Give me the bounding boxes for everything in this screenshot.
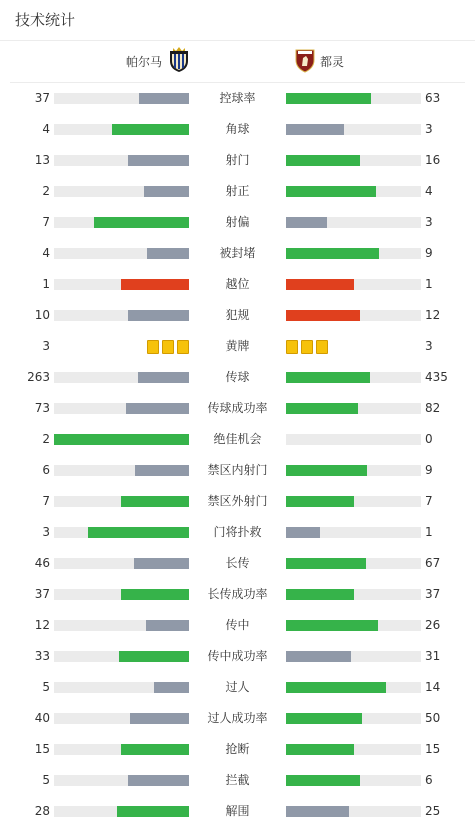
away-stat-bar bbox=[286, 465, 367, 476]
away-stat-track bbox=[286, 434, 421, 445]
parma-crest-icon bbox=[168, 47, 190, 76]
away-stat-bar bbox=[286, 310, 360, 321]
home-stat-value: 10 bbox=[34, 308, 50, 322]
home-stat-track bbox=[54, 310, 189, 321]
home-stat-track bbox=[54, 93, 189, 104]
away-stat-bar bbox=[286, 186, 376, 197]
home-stat-bar bbox=[117, 806, 189, 817]
stat-row bbox=[0, 641, 475, 672]
torino-crest-icon bbox=[294, 47, 316, 76]
stat-label: 绝佳机会 bbox=[213, 432, 262, 446]
home-stat-bar bbox=[112, 124, 189, 135]
away-stat-value: 82 bbox=[425, 401, 441, 415]
stat-row bbox=[0, 393, 475, 424]
away-stat-track bbox=[286, 279, 421, 290]
stat-row bbox=[0, 176, 475, 207]
away-stat-value: 9 bbox=[425, 246, 433, 260]
away-stat-value: 1 bbox=[425, 525, 433, 539]
home-stat-value: 73 bbox=[34, 401, 50, 415]
stat-row bbox=[0, 424, 475, 455]
away-stat-track bbox=[286, 372, 421, 383]
away-stat-value: 1 bbox=[425, 277, 433, 291]
home-stat-track bbox=[54, 372, 189, 383]
home-team-name: 帕尔马 bbox=[126, 55, 163, 69]
away-stat-track bbox=[286, 217, 421, 228]
home-stat-track bbox=[54, 589, 189, 600]
home-stat-value: 13 bbox=[34, 153, 50, 167]
home-stat-value: 7 bbox=[42, 215, 50, 229]
stat-label: 过人成功率 bbox=[207, 711, 268, 725]
away-stat-track bbox=[286, 527, 421, 538]
yellow-card-icon bbox=[162, 340, 174, 354]
home-stat-bar bbox=[121, 589, 189, 600]
away-stat-value: 3 bbox=[425, 122, 433, 136]
stat-row bbox=[0, 300, 475, 331]
stat-label: 越位 bbox=[225, 277, 250, 291]
stat-row bbox=[0, 238, 475, 269]
away-stat-value: 3 bbox=[425, 339, 433, 353]
home-stat-bar bbox=[121, 279, 189, 290]
home-stat-track bbox=[54, 558, 189, 569]
home-stat-track bbox=[54, 806, 189, 817]
home-stat-bar bbox=[121, 744, 189, 755]
stat-row bbox=[0, 83, 475, 114]
away-team[interactable] bbox=[294, 41, 344, 82]
home-stat-bar bbox=[154, 682, 189, 693]
stat-label: 控球率 bbox=[219, 91, 256, 105]
stat-row bbox=[0, 517, 475, 548]
away-stat-track bbox=[286, 682, 421, 693]
away-stat-track bbox=[286, 806, 421, 817]
yellow-card-icon bbox=[177, 340, 189, 354]
stat-label: 长传成功率 bbox=[207, 587, 268, 601]
stat-label: 射门 bbox=[225, 153, 250, 167]
away-stat-bar bbox=[286, 651, 351, 662]
home-stat-bar bbox=[135, 465, 189, 476]
away-stat-value: 0 bbox=[425, 432, 433, 446]
home-stat-track bbox=[54, 496, 189, 507]
home-stat-track bbox=[54, 155, 189, 166]
stat-row bbox=[0, 331, 475, 362]
home-stat-value: 5 bbox=[42, 773, 50, 787]
away-stat-value: 4 bbox=[425, 184, 433, 198]
away-stat-track bbox=[286, 620, 421, 631]
stat-row bbox=[0, 114, 475, 145]
away-stat-value: 25 bbox=[425, 804, 441, 818]
stat-label: 过人 bbox=[225, 680, 250, 694]
away-stat-track bbox=[286, 744, 421, 755]
away-stat-value: 435 bbox=[425, 370, 448, 384]
stats-list bbox=[0, 83, 475, 827]
stat-row bbox=[0, 703, 475, 734]
away-yellow-cards bbox=[286, 340, 328, 353]
home-stat-bar bbox=[54, 434, 189, 445]
home-stat-track bbox=[54, 620, 189, 631]
away-stat-value: 31 bbox=[425, 649, 441, 663]
away-stat-track bbox=[286, 403, 421, 414]
home-stat-track bbox=[54, 186, 189, 197]
stat-row bbox=[0, 362, 475, 393]
away-stat-track bbox=[286, 496, 421, 507]
home-stat-track bbox=[54, 403, 189, 414]
section-title: 技术统计 bbox=[0, 0, 475, 41]
home-stat-bar bbox=[139, 93, 189, 104]
home-stat-track bbox=[54, 124, 189, 135]
away-stat-value: 14 bbox=[425, 680, 441, 694]
away-stat-bar bbox=[286, 248, 379, 259]
away-stat-bar bbox=[286, 806, 349, 817]
away-stat-value: 15 bbox=[425, 742, 441, 756]
home-team[interactable] bbox=[126, 41, 190, 82]
yellow-card-icon bbox=[301, 340, 313, 354]
home-stat-value: 6 bbox=[42, 463, 50, 477]
home-stat-value: 2 bbox=[42, 432, 50, 446]
home-stat-value: 15 bbox=[34, 742, 50, 756]
stat-label: 射偏 bbox=[225, 215, 250, 229]
stat-label: 传球 bbox=[225, 370, 250, 384]
home-stat-value: 5 bbox=[42, 680, 50, 694]
home-stat-bar bbox=[130, 713, 189, 724]
away-stat-track bbox=[286, 186, 421, 197]
away-stat-bar bbox=[286, 558, 366, 569]
away-stat-value: 6 bbox=[425, 773, 433, 787]
home-stat-track bbox=[54, 279, 189, 290]
away-stat-bar bbox=[286, 775, 360, 786]
stat-label: 黄牌 bbox=[225, 339, 250, 353]
stat-label: 被封堵 bbox=[219, 246, 256, 260]
away-stat-track bbox=[286, 775, 421, 786]
away-stat-track bbox=[286, 155, 421, 166]
stat-row bbox=[0, 765, 475, 796]
home-stat-value: 1 bbox=[42, 277, 50, 291]
home-stat-value: 7 bbox=[42, 494, 50, 508]
stat-label: 射正 bbox=[225, 184, 250, 198]
away-stat-bar bbox=[286, 744, 354, 755]
yellow-card-icon bbox=[286, 340, 298, 354]
stat-row bbox=[0, 455, 475, 486]
home-stat-value: 12 bbox=[34, 618, 50, 632]
away-stat-track bbox=[286, 248, 421, 259]
away-stat-bar bbox=[286, 403, 358, 414]
home-stat-track bbox=[54, 527, 189, 538]
home-stat-value: 33 bbox=[34, 649, 50, 663]
away-stat-value: 3 bbox=[425, 215, 433, 229]
home-stat-bar bbox=[128, 155, 189, 166]
stat-row bbox=[0, 579, 475, 610]
away-stat-value: 7 bbox=[425, 494, 433, 508]
home-stat-track bbox=[54, 682, 189, 693]
away-stat-bar bbox=[286, 124, 344, 135]
away-stat-track bbox=[286, 558, 421, 569]
away-stat-value: 12 bbox=[425, 308, 441, 322]
home-stat-value: 3 bbox=[42, 525, 50, 539]
yellow-card-icon bbox=[316, 340, 328, 354]
away-stat-bar bbox=[286, 155, 360, 166]
stat-row bbox=[0, 145, 475, 176]
home-stat-value: 37 bbox=[34, 587, 50, 601]
stat-label: 抢断 bbox=[225, 742, 250, 756]
stat-label: 角球 bbox=[225, 122, 250, 136]
home-stat-value: 3 bbox=[42, 339, 50, 353]
away-stat-value: 63 bbox=[425, 91, 441, 105]
stat-label: 犯规 bbox=[225, 308, 250, 322]
home-stat-bar bbox=[121, 496, 189, 507]
home-stat-bar bbox=[128, 310, 189, 321]
home-stat-bar bbox=[147, 248, 189, 259]
home-stat-value: 2 bbox=[42, 184, 50, 198]
stat-label: 传中成功率 bbox=[207, 649, 268, 663]
home-stat-track bbox=[54, 713, 189, 724]
home-stat-bar bbox=[138, 372, 189, 383]
away-stat-bar bbox=[286, 527, 320, 538]
away-stat-track bbox=[286, 465, 421, 476]
stat-label: 门将扑救 bbox=[213, 525, 262, 539]
home-stat-value: 46 bbox=[34, 556, 50, 570]
home-stat-track bbox=[54, 651, 189, 662]
away-stat-value: 67 bbox=[425, 556, 441, 570]
away-stat-track bbox=[286, 589, 421, 600]
home-stat-bar bbox=[88, 527, 189, 538]
away-stat-bar bbox=[286, 279, 354, 290]
stat-label: 长传 bbox=[225, 556, 250, 570]
away-stat-value: 9 bbox=[425, 463, 433, 477]
home-stat-value: 263 bbox=[27, 370, 50, 384]
stat-label: 禁区外射门 bbox=[207, 494, 268, 508]
away-stat-bar bbox=[286, 372, 370, 383]
stat-label: 传球成功率 bbox=[207, 401, 268, 415]
away-stat-bar bbox=[286, 589, 354, 600]
away-stat-value: 16 bbox=[425, 153, 441, 167]
away-stat-bar bbox=[286, 620, 378, 631]
stat-row bbox=[0, 672, 475, 703]
away-stat-bar bbox=[286, 217, 327, 228]
away-team-name: 都灵 bbox=[320, 55, 345, 69]
home-stat-track bbox=[54, 434, 189, 445]
home-stat-bar bbox=[119, 651, 189, 662]
away-stat-track bbox=[286, 310, 421, 321]
stat-row bbox=[0, 207, 475, 238]
home-stat-bar bbox=[128, 775, 189, 786]
away-stat-bar bbox=[286, 496, 354, 507]
away-stat-value: 50 bbox=[425, 711, 441, 725]
home-stat-value: 28 bbox=[34, 804, 50, 818]
stat-row bbox=[0, 796, 475, 827]
home-yellow-cards bbox=[147, 340, 189, 353]
stat-row bbox=[0, 486, 475, 517]
home-stat-bar bbox=[94, 217, 189, 228]
home-stat-track bbox=[54, 248, 189, 259]
away-stat-track bbox=[286, 713, 421, 724]
stat-label: 传中 bbox=[225, 618, 250, 632]
stat-label: 禁区内射门 bbox=[207, 463, 268, 477]
home-stat-bar bbox=[146, 620, 189, 631]
home-stat-bar bbox=[144, 186, 189, 197]
home-stat-value: 4 bbox=[42, 246, 50, 260]
stat-row bbox=[0, 610, 475, 641]
away-stat-value: 37 bbox=[425, 587, 441, 601]
home-stat-bar bbox=[126, 403, 189, 414]
yellow-card-icon bbox=[147, 340, 159, 354]
teams-header bbox=[10, 41, 465, 83]
away-stat-bar bbox=[286, 93, 371, 104]
home-stat-value: 40 bbox=[34, 711, 50, 725]
home-stat-track bbox=[54, 465, 189, 476]
home-stat-track bbox=[54, 217, 189, 228]
away-stat-bar bbox=[286, 682, 386, 693]
home-stat-value: 37 bbox=[34, 91, 50, 105]
away-stat-track bbox=[286, 651, 421, 662]
away-stat-value: 26 bbox=[425, 618, 441, 632]
stat-label: 解围 bbox=[225, 804, 250, 818]
home-stat-track bbox=[54, 775, 189, 786]
home-stat-track bbox=[54, 744, 189, 755]
away-stat-track bbox=[286, 93, 421, 104]
home-stat-value: 4 bbox=[42, 122, 50, 136]
away-stat-track bbox=[286, 124, 421, 135]
stat-row bbox=[0, 269, 475, 300]
away-stat-bar bbox=[286, 713, 362, 724]
home-stat-bar bbox=[134, 558, 189, 569]
stat-row bbox=[0, 734, 475, 765]
stat-label: 拦截 bbox=[225, 773, 250, 787]
stat-row bbox=[0, 548, 475, 579]
